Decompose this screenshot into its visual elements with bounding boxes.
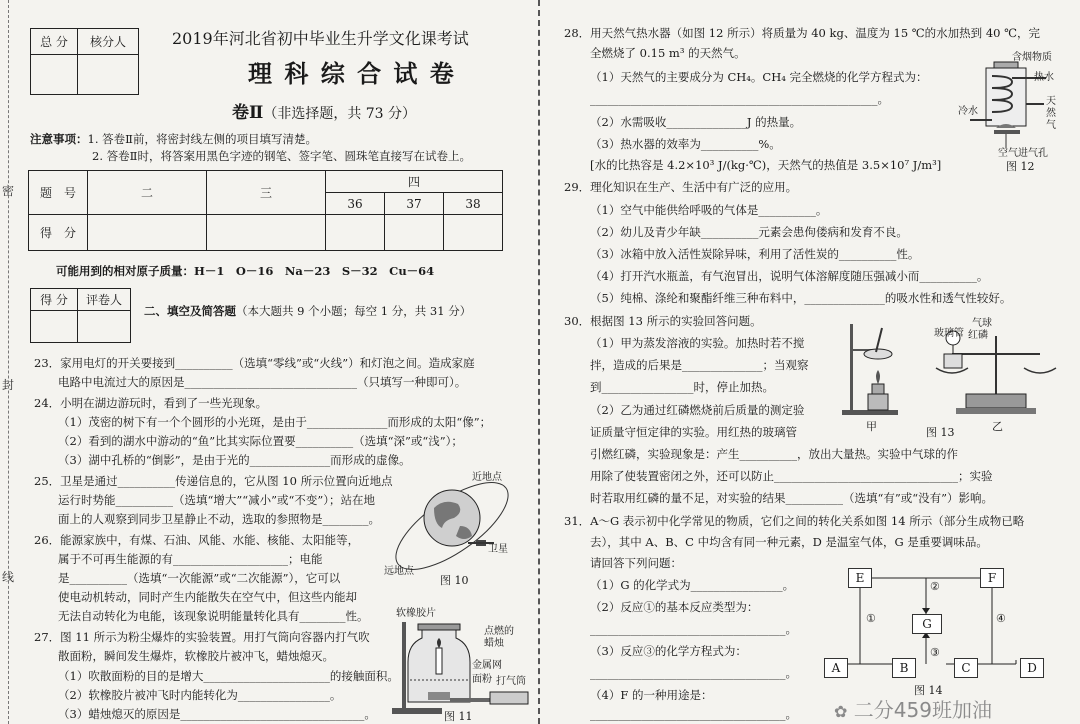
fig10-far: 远地点 xyxy=(384,566,414,577)
q26-line-4: 使电动机转动，同时产生内能散失在空气中，但这些内能却 xyxy=(58,590,357,604)
q30-line-3: 拌，造成的后果是______________；当观察 xyxy=(590,358,809,372)
section2-heading-line xyxy=(144,304,471,319)
node-b: B xyxy=(892,658,916,678)
q29-line-4: （3）冰箱中放入活性炭除异味，利用了活性炭的__________性。 xyxy=(590,247,920,261)
exam-title: 2019年河北省初中毕业生升学文化课考试 xyxy=(172,29,469,48)
node-c: C xyxy=(954,658,978,678)
q28-line-6: （3）热水器的效率为__________%。 xyxy=(590,137,781,151)
fig11-label: 图 11 xyxy=(444,710,473,723)
fig13-phos: 红磷 xyxy=(968,330,988,341)
watermark-text: 二分459班加油 xyxy=(853,698,992,722)
q23-line-2: 电路中电流过大的原因是______________________________（只填写一种即可）。 xyxy=(58,375,467,389)
fig12-cold: 冷水 xyxy=(958,106,978,117)
q31-line-4: （1）G 的化学式为________________。 xyxy=(590,578,795,592)
seal-char-xian: 线 xyxy=(2,570,15,584)
volume-heading xyxy=(232,98,416,123)
score-table xyxy=(28,170,503,251)
q29-line-1: 29．理化知识在生产、生活中有广泛的应用。 xyxy=(564,180,798,194)
reaction-4-label: ④ xyxy=(996,612,1006,625)
score-cell-37[interactable] xyxy=(385,215,444,251)
q25-line-3: 面上的人观察到同步卫星静止不动，选取的参照物是________。 xyxy=(58,512,380,526)
fig11-pump: 打气筒 xyxy=(496,676,526,687)
col-36: 36 xyxy=(326,193,385,215)
q27-line-5: （3）蜡烛熄灭的原因是________________________________。 xyxy=(58,707,376,721)
score-cell-38[interactable] xyxy=(444,215,503,251)
figure-13 xyxy=(836,314,1076,439)
q31-line-5: （2）反应①的基本反应类型为： xyxy=(590,600,759,614)
fig11-candle-2: 蜡烛 xyxy=(484,638,504,649)
fig12-natgas-3: 气 xyxy=(1046,120,1056,131)
section2-score-box xyxy=(30,288,131,343)
q28-line-7: [水的比热容是 4.2×10³ J/(kg·℃)，天然气的热值是 3.5×10⁷ J/m³] xyxy=(590,158,942,172)
section2-grader-cell[interactable] xyxy=(78,311,131,343)
fig10-near: 近地点 xyxy=(472,472,502,483)
col-san: 三 xyxy=(207,171,326,215)
reaction-2-label: ② xyxy=(930,580,940,593)
wechat-icon: ✿ xyxy=(834,702,848,721)
node-a: A xyxy=(824,658,848,678)
notice-line-2: 2. 答卷Ⅱ时，将答案用黑色字迹的钢笔、签字笔、圆珠笔直接写在试卷上。 xyxy=(92,149,471,163)
score-cell-er[interactable] xyxy=(88,215,207,251)
node-d: D xyxy=(1020,658,1044,678)
section2-note: （本大题共 9 个小题；每空 1 分，共 31 分） xyxy=(236,304,472,318)
fig13-label: 图 13 xyxy=(926,426,955,439)
subject-title: 理 科 综 合 试 卷 xyxy=(248,59,456,88)
fig12-label: 图 12 xyxy=(1006,160,1035,173)
q23-line-1: 23．家用电灯的开关要接到__________（选填“零线”或“火线”）和灯泡之间。造成家庭 xyxy=(34,356,475,370)
col-er: 二 xyxy=(88,171,207,215)
fig12-hot: 热水 xyxy=(1034,72,1054,83)
figure-12 xyxy=(958,48,1068,174)
q29-line-6: （5）纯棉、涤纶和聚酯纤维三种布料中，______________的吸水性和透气性较好。 xyxy=(590,291,1012,305)
q28-line-3: （1）天然气的主要成分为 CH₄。CH₄ 完全燃烧的化学方程式为： xyxy=(590,70,928,84)
checker-label: 核分人 xyxy=(78,29,139,55)
fig12-air: 空气进气孔 xyxy=(998,148,1048,159)
fig11-candle-1: 点燃的 xyxy=(484,626,514,637)
q30-line-6: 证质量守恒定律的实验。用红热的玻璃管 xyxy=(590,425,797,439)
q27-line-2: 散面粉，瞬间发生爆炸，软橡胶片被冲飞，蜡烛熄灭。 xyxy=(58,649,334,663)
q28-line-2: 全燃烧了 0.15 m³ 的天然气。 xyxy=(590,46,746,60)
row-label-score: 得 分 xyxy=(29,215,88,251)
reaction-3-label: ③ xyxy=(930,646,940,659)
fig10-sat: 卫星 xyxy=(488,544,508,555)
q29-line-5: （4）打开汽水瓶盖，有气泡冒出，说明气体溶解度随压强减小而__________。 xyxy=(590,269,989,283)
section2-score-cell[interactable] xyxy=(31,311,78,343)
q31-line-6: __________________________________。 xyxy=(590,622,797,636)
q25-line-2: 运行时势能__________（选填“增大”“减小”或“不变”）；站在地 xyxy=(58,493,376,507)
left-page xyxy=(0,0,536,724)
node-f: F xyxy=(980,568,1004,588)
fig11-rubber: 软橡胶片 xyxy=(396,608,436,619)
q30-line-2: （1）甲为蒸发溶液的实验。加热时若不搅 xyxy=(590,336,805,350)
notice-label: 注意事项： xyxy=(30,132,88,146)
reaction-1-label: ① xyxy=(866,612,876,625)
atomic-masses: 可能用到的相对原子质量：H－1 O－16 Na－23 S－32 Cu－64 xyxy=(56,264,435,278)
q27-line-3: （1）吹散面粉的目的是增大______________________的接触面积。 xyxy=(58,669,399,683)
figure-14 xyxy=(816,566,1056,700)
q28-line-4: __________________________________________________。 xyxy=(590,92,889,106)
q28-line-1: 28．用天然气热水器（如图 12 所示）将质量为 40 kg、温度为 15 ℃的水加热到 40 ℃，完 xyxy=(564,26,1040,40)
fig10-label: 图 10 xyxy=(440,574,469,587)
figure-11 xyxy=(388,604,534,724)
score-cell-36[interactable] xyxy=(326,215,385,251)
q26-line-5: 无法自动转化为电能，该现象说明能量转化具有________性。 xyxy=(58,609,369,623)
q30-line-5: （2）乙为通过红磷燃烧前后质量的测定验 xyxy=(590,403,805,417)
seal-char-mi: 密 xyxy=(2,184,15,198)
notice-text-1: 1. 答卷Ⅱ前，将密封线左侧的项目填写清楚。 xyxy=(87,132,317,146)
q31-line-8: __________________________________。 xyxy=(590,666,797,680)
fig12-natgas-2: 然 xyxy=(1046,108,1056,119)
q27-line-4: （2）软橡胶片被冲飞时内能转化为________________。 xyxy=(58,688,342,702)
section2-grader-label: 评卷人 xyxy=(78,289,131,311)
q31-line-10: __________________________________。 xyxy=(590,707,797,721)
right-page xyxy=(544,0,1080,724)
total-cell[interactable] xyxy=(31,55,78,95)
fig13-glass: 玻璃管 xyxy=(934,328,964,339)
col-si: 四 xyxy=(326,171,503,193)
page-divider xyxy=(538,0,542,724)
fig12-natgas-1: 天 xyxy=(1046,96,1056,107)
section2-heading: 二、填空及简答题 xyxy=(144,304,236,318)
volume-note: （非选择题，共 73 分） xyxy=(263,106,417,122)
q30-line-7: 引燃红磷，实验现象是：产生__________，放出大量热。实验中气球的作 xyxy=(590,447,958,461)
dust-explosion-apparatus-icon xyxy=(388,604,534,716)
notice-line-1 xyxy=(30,132,317,147)
q24-line-2: （1）茂密的树下有一个个圆形的小光斑，是由于______________而形成的太阳“像”； xyxy=(58,415,492,429)
fig14-label: 图 14 xyxy=(914,684,943,697)
q30-line-4: 到________________时，停止加热。 xyxy=(590,380,774,394)
total-score-box xyxy=(30,28,139,95)
seal-char-feng: 封 xyxy=(2,378,15,392)
q24-line-3: （2）看到的湖水中游动的“鱼”比其实际位置要__________（选填“深”或“浅”）； xyxy=(58,434,463,448)
q26-line-2: 属于不可再生能源的有____________________；电能 xyxy=(58,552,323,566)
fig13-balloon: 气球 xyxy=(972,318,992,329)
q31-line-1: 31．A～G 表示初中化学常见的物质，它们之间的转化关系如图 14 所示（部分生成物已略 xyxy=(564,514,1025,528)
fig11-net: 金属网 xyxy=(472,660,502,671)
q26-line-3: 是__________（选填“一次能源”或“二次能源”），它可以 xyxy=(58,571,341,585)
q29-line-2: （1）空气中能供给呼吸的气体是__________。 xyxy=(590,203,828,217)
q26-line-1: 26．能源家族中，有煤、石油、风能、水能、核能、太阳能等， xyxy=(34,533,360,547)
node-e: E xyxy=(848,568,872,588)
fig13-jia: 甲 xyxy=(866,420,877,433)
fig13-yi: 乙 xyxy=(992,420,1003,433)
q31-line-3: 请回答下列问题： xyxy=(590,556,682,570)
q30-line-1: 30．根据图 13 所示的实验回答问题。 xyxy=(564,314,762,328)
row-label-number: 题 号 xyxy=(29,171,88,215)
q31-line-2: 去），其中 A、B、C 中均含有同一种元素，D 是温室气体，G 是重要调味品。 xyxy=(590,535,988,549)
q28-line-5: （2）水需吸收______________J 的热量。 xyxy=(590,115,802,129)
q30-line-8: 用除了使装置密闭之外，还可以防止________________________________；实验 xyxy=(590,469,993,483)
q30-line-9: 时若取用红磷的量不足，对实验的结果__________（选填“有”或“没有”）影响。 xyxy=(590,491,994,505)
q24-line-4: （3）湖中孔桥的“倒影”，是由于光的______________而形成的虚像。 xyxy=(58,453,411,467)
q29-line-3: （2）幼儿及青少年缺__________元素会患佝偻病和发育不良。 xyxy=(590,225,908,239)
col-38: 38 xyxy=(444,193,503,215)
q24-line-1: 24．小明在湖边游玩时，看到了一些光现象。 xyxy=(34,396,268,410)
q31-line-9: （4）F 的一种用途是： xyxy=(590,688,713,702)
q27-line-1: 27．图 11 所示为粉尘爆炸的实验装置。用打气筒向容器内打气吹 xyxy=(34,630,370,644)
score-cell-san[interactable] xyxy=(207,215,326,251)
q25-line-1: 25．卫星是通过__________传递信息的，它从图 10 所示位置向近地点 xyxy=(34,474,393,488)
col-37: 37 xyxy=(385,193,444,215)
figure-10 xyxy=(380,464,520,587)
volume-label: 卷Ⅱ xyxy=(232,103,264,123)
q31-line-7: （3）反应③的化学方程式为： xyxy=(590,644,747,658)
fig12-gas-out: 含烟物质 xyxy=(1012,52,1052,63)
watermark xyxy=(834,694,992,723)
section2-score-label: 得 分 xyxy=(31,289,78,311)
checker-cell[interactable] xyxy=(78,55,139,95)
total-label: 总 分 xyxy=(31,29,78,55)
fig11-flour: 面粉 xyxy=(472,674,492,685)
node-g: G xyxy=(912,614,942,634)
